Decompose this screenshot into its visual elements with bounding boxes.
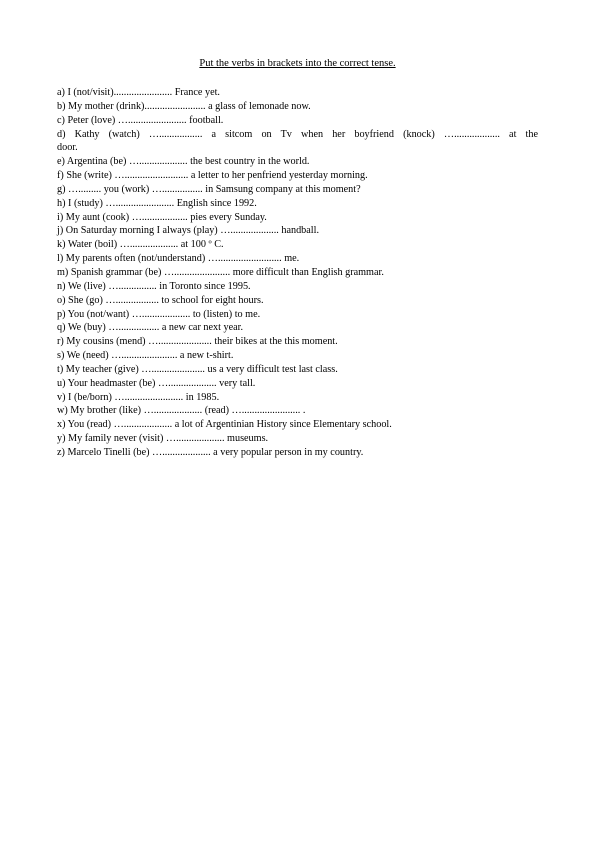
exercise-item-j: j) On Saturday morning I always (play) …................... handball.: [57, 225, 319, 237]
exercise-list: [57, 86, 538, 460]
exercise-item-g: g) …......... you (work) …................ in Samsung company at this moment?: [57, 183, 361, 195]
exercise-item-a: a) I (not/visit)....................... France yet.: [57, 87, 220, 98]
exercise-item-o: o) She (go) …................. to school for eight hours.: [57, 294, 264, 306]
exercise-item-q: q) We (buy) …................ a new car next year.: [57, 322, 243, 334]
exercise-item-b: b) My mother (drink)........................ a glass of lemonade now.: [57, 100, 311, 112]
exercise-item-f: f) She (write) …......................... a letter to her penfriend yesterday morning.: [57, 170, 368, 182]
exercise-item-z: z) Marcelo Tinelli (be) …................... a very popular person in my country.: [57, 446, 364, 458]
exercise-item-p: p) You (not/want) …................... to (listen) to me.: [57, 308, 261, 320]
exercise-item-i: i) My aunt (cook) ….................. pies every Sunday.: [57, 211, 267, 223]
exercise-item-t: t) My teacher (give) …..................... us a very difficult test last class.: [57, 363, 338, 375]
exercise-item-n: n) We (live) …............... in Toronto since 1995.: [57, 280, 251, 292]
exercise-item-d-continuation: door.: [57, 142, 78, 154]
exercise-item-s: s) We (need) …...................... a new t-shirt.: [57, 350, 234, 362]
exercise-item-d: d) Kathy (watch) …................. a sitcom on Tv when her boyfriend (knock) ….................. at the: [57, 128, 538, 140]
exercise-item-m: m) Spanish grammar (be) …...................... more difficult than English grammar.: [57, 266, 384, 278]
exercise-item-e: e) Argentina (be) …................... the best country in the world.: [57, 156, 310, 168]
exercise-item-h: h) I (study) …....................... English since 1992.: [57, 197, 257, 209]
exercise-item-y: y) My family never (visit) …................... museums.: [57, 433, 269, 445]
exercise-item-v: v) I (be/born) …....................... in 1985.: [57, 391, 220, 403]
exercise-item-w: w) My brother (like) …................... (read) …....................... .: [57, 405, 306, 417]
exercise-item-r: r) My cousins (mend) …..................... their bikes at the this moment.: [57, 336, 338, 348]
exercise-item-c: c) Peter (love) …....................... football.: [57, 114, 224, 126]
exercise-item-l: l) My parents often (not/understand) …......................... me.: [57, 253, 300, 265]
exercise-item-u: u) Your headmaster (be) …................... very tall.: [57, 377, 256, 389]
exercise-item-x: x) You (read) …................... a lot of Argentinian History since Elementary school.: [57, 419, 392, 431]
worksheet-title: Put the verbs in brackets into the correct tense.: [199, 58, 396, 69]
exercise-item-k: k) Water (boil) …................... at 100 º C.: [57, 239, 224, 251]
